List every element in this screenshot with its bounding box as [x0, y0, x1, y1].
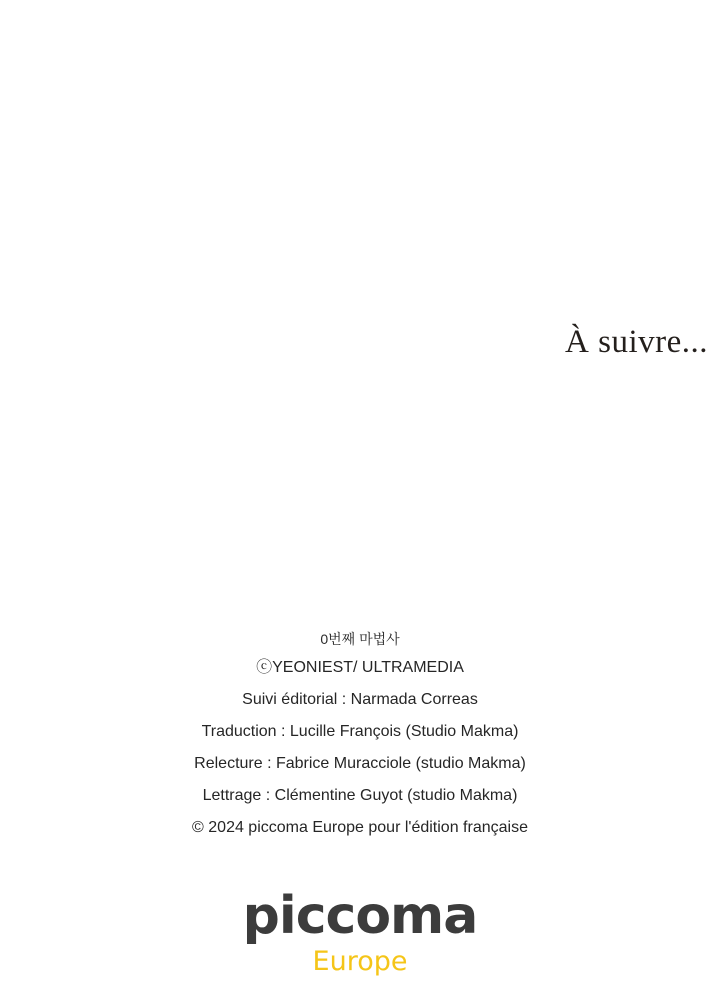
credits-line-editorial: Suivi éditorial : Narmada Correas	[242, 691, 478, 708]
credits-line-french-edition: © 2024 piccoma Europe pour l'édition française	[192, 819, 528, 836]
to-be-continued-text: À suivre...	[565, 324, 708, 360]
piccoma-logo-wordmark: piccoma	[242, 886, 478, 946]
credits-line-translation: Traduction : Lucille François (Studio Makma)	[201, 723, 519, 740]
piccoma-logo-region: Europe	[312, 946, 408, 977]
credits-line-copyright-holder: ⓒYEONIEST/ ULTRAMEDIA	[256, 659, 464, 676]
credits-line-original-title: 0번째 마법사	[320, 631, 400, 647]
piccoma-logo	[0, 888, 720, 978]
credits-line-proofreading: Relecture : Fabrice Muracciole (studio Makma)	[194, 755, 526, 772]
credits-block	[0, 626, 720, 844]
credits-line-lettering: Lettrage : Clémentine Guyot (studio Makma)	[202, 787, 518, 804]
